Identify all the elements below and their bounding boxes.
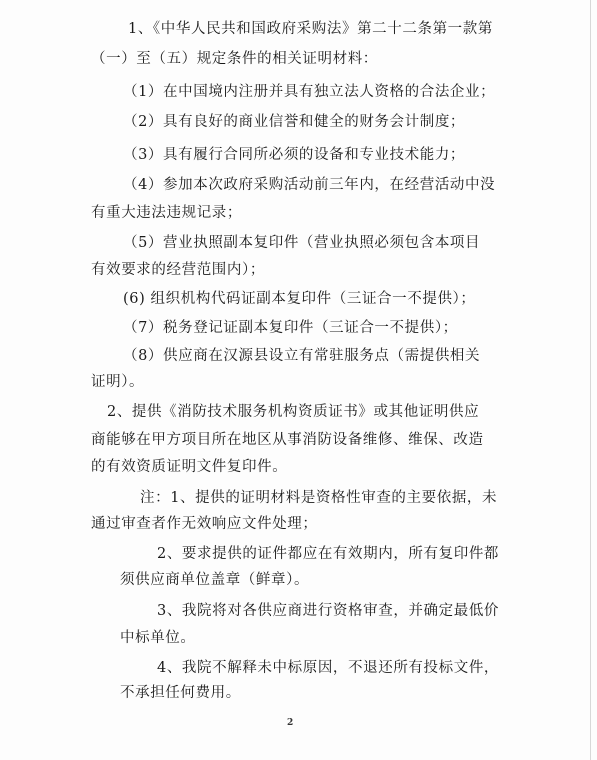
- page-edge: [590, 0, 591, 760]
- text-line-19: 2、要求提供的证件都应在有效期内，所有复印件都: [157, 546, 500, 562]
- text-line-24: 不承担任何费用。: [120, 685, 241, 701]
- text-line-6: （4）参加本次政府采购活动前三年内，在经营活动中没: [123, 177, 496, 193]
- text-line-12: （8）供应商在汉源县设立有常驻服务点（需提供相关: [123, 348, 481, 364]
- page-number: 2: [287, 718, 294, 728]
- text-line-17: 注：1、提供的证明材料是资格性审查的主要依据，未: [140, 490, 498, 506]
- text-line-20: 须供应商单位盖章（鲜章）。: [120, 572, 310, 588]
- text-line-13: 证明）。: [91, 374, 145, 390]
- text-line-4: （2）具有良好的商业信誉和健全的财务会计制度；: [123, 114, 466, 130]
- text-line-7: 有重大违法违规记录；: [91, 205, 242, 221]
- text-line-1: 1、《中华人民共和国政府采购法》第二十二条第一款第: [128, 21, 493, 37]
- text-line-2: （一）至（五）规定条件的相关证明材料：: [91, 51, 378, 67]
- text-line-22: 中标单位。: [120, 630, 196, 646]
- text-line-18: 通过审查者作无效响应文件处理；: [91, 516, 318, 532]
- text-line-9: 有效要求的经营范围内）；: [91, 262, 265, 278]
- text-line-8: （5）营业执照副本复印件（营业执照必须包含本项目: [123, 235, 481, 251]
- text-line-3: （1）在中国境内注册并具有独立法人资格的合法企业；: [123, 84, 496, 100]
- text-line-5: （3）具有履行合同所必须的设备和专业技术能力；: [123, 147, 466, 163]
- text-line-11: （7）税务登记证副本复印件（三证合一不提供）；: [123, 320, 458, 336]
- text-line-21: 3、我院将对各供应商进行资格审查，并确定最低价: [157, 603, 500, 619]
- text-line-10: (6) 组织机构代码证副本复印件（三证合一不提供）；: [123, 291, 476, 307]
- text-line-15: 商能够在甲方项目所在地区从事消防设备维修、维保、改造: [91, 432, 484, 448]
- text-line-16: 的有效资质证明文件复印件。: [91, 459, 288, 475]
- text-line-23: 4、我院不解释未中标原因，不退还所有投标文件，: [157, 660, 500, 676]
- text-line-14: 2、提供《消防技术服务机构资质证书》或其他证明供应: [107, 404, 480, 420]
